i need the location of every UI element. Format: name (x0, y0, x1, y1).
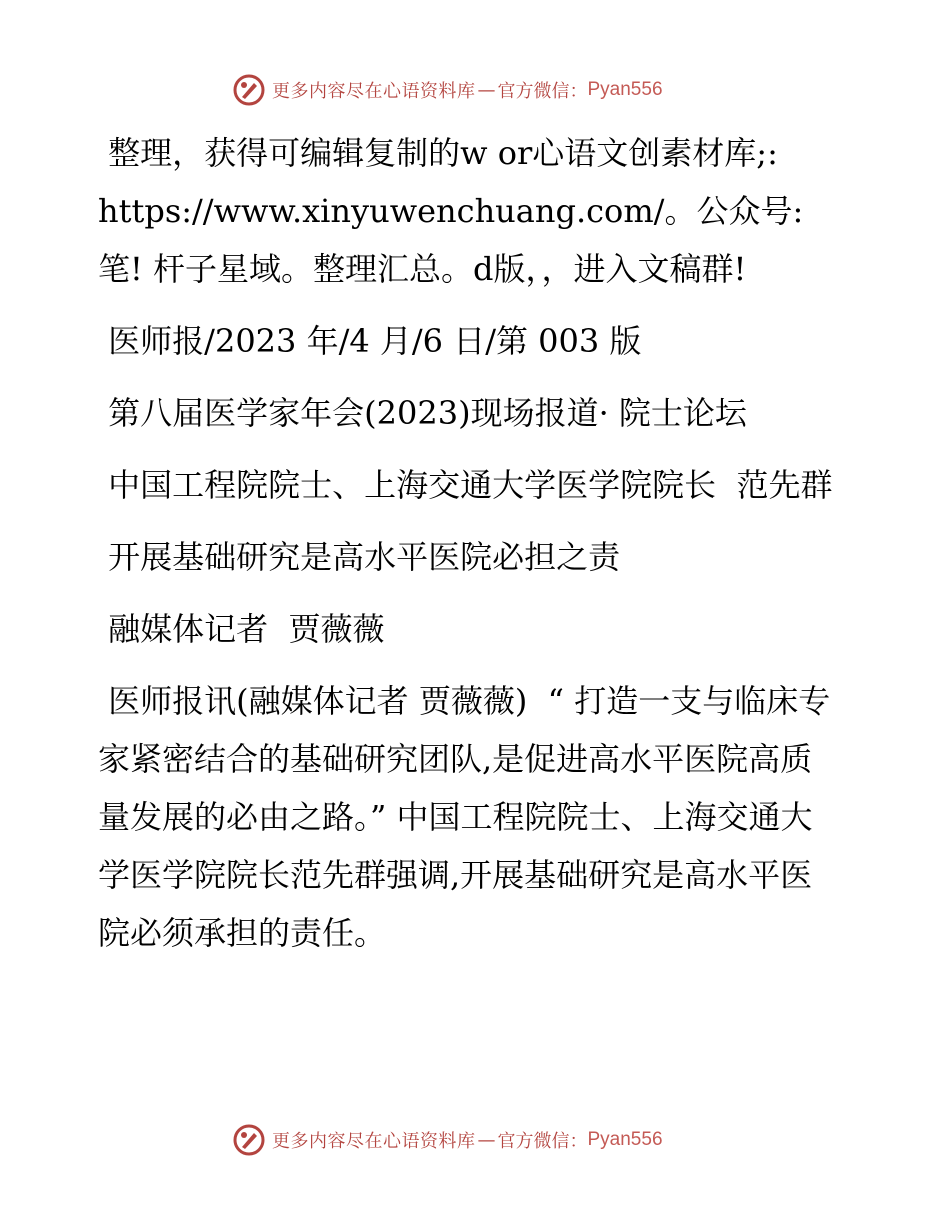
banner-text: 更多内容尽在心语资料库 (272, 81, 476, 102)
paragraph-source: 医师报/2023 年/4 月/6 日/第 003 版 (98, 322, 642, 360)
banner-dash: — (477, 79, 496, 101)
header-banner (232, 70, 663, 110)
paragraph-section: 第八届医学家年会(2023)现场报道· 院士论坛 (98, 394, 747, 432)
article-headline: 开展基础研究是高水平医院必担之责 (98, 538, 621, 576)
banner-wechat-label: 官方微信： (497, 1131, 588, 1152)
footer-banner (232, 1120, 663, 1160)
banner-wechat-label: 官方微信： (497, 81, 588, 102)
banner-dash: — (477, 1129, 496, 1151)
paragraph-intro: 整理，获得可编辑复制的w or心语文创素材库;: https://www.xinyuwenchuang.com/。公众号: 笔! 杆子星域。整理汇总。d版，，进入文稿群! (98, 134, 814, 288)
banner-text: 更多内容尽在心语资料库 (272, 1131, 476, 1152)
paragraph-author-title: 中国工程院院士、上海交通大学医学院院长 范先群 (98, 466, 833, 504)
pen-logo-icon (232, 73, 266, 107)
pen-logo-icon (232, 1123, 266, 1157)
document-body (98, 124, 838, 976)
paragraph-reporter: 融媒体记者 贾薇薇 (98, 610, 385, 648)
banner-wechat-id: Pyan556 (587, 1129, 663, 1150)
paragraph-body: 医师报讯(融媒体记者 贾薇薇) “ 打造一支与临床专家紧密结合的基础研究团队,是促进高水平医院高质量发展的必由之路。” 中国工程院院士、上海交通大学医学院院长范先群强调,开展基础研究是高水平医院必须承担的责任。 (98, 682, 831, 952)
banner-wechat-id: Pyan556 (587, 79, 663, 100)
